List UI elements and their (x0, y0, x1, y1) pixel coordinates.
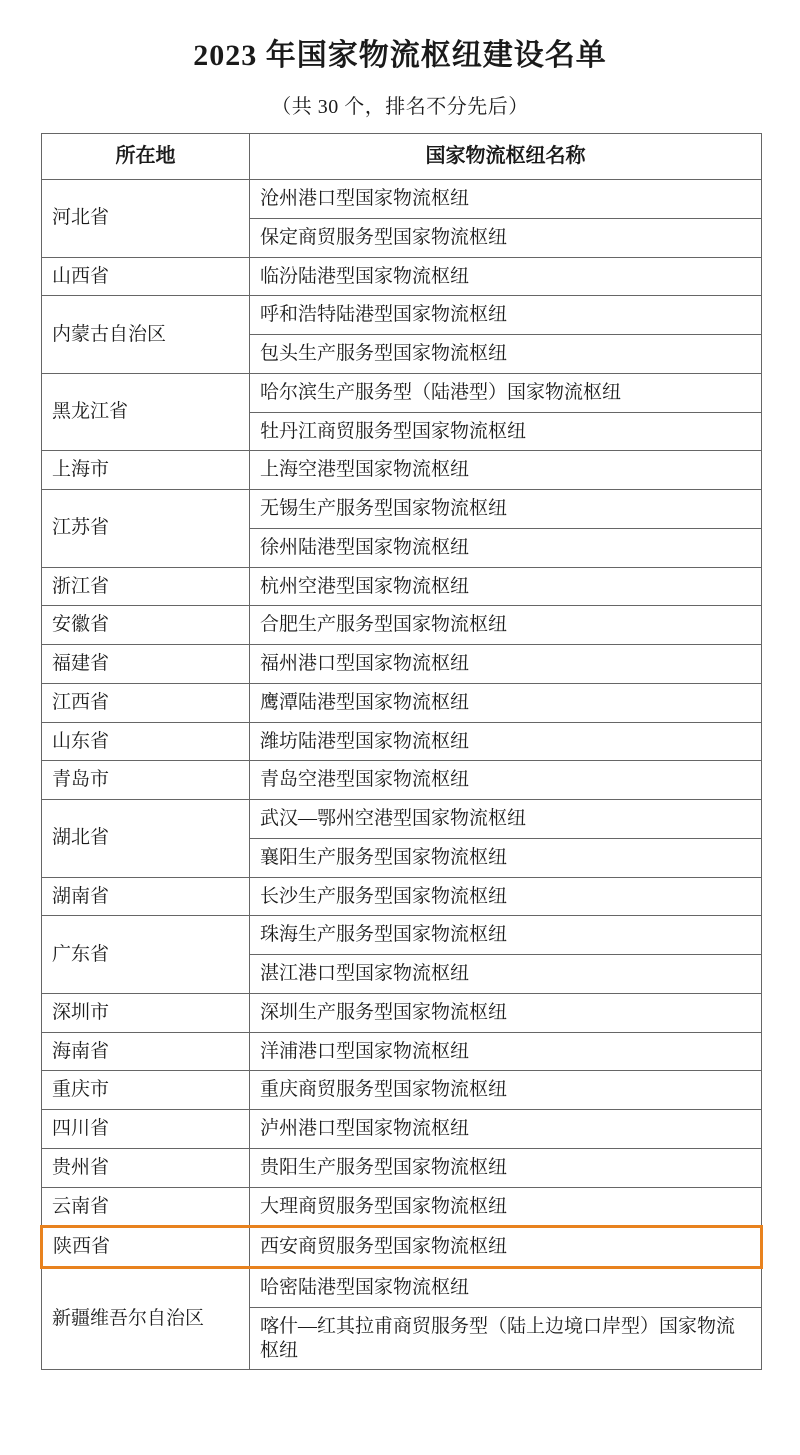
hub-name-cell: 临汾陆港型国家物流枢纽 (250, 257, 762, 296)
hub-name-cell: 洋浦港口型国家物流枢纽 (250, 1032, 762, 1071)
region-cell: 新疆维吾尔自治区 (42, 1268, 250, 1370)
hub-name-cell: 哈密陆港型国家物流枢纽 (250, 1268, 762, 1308)
hub-name-cell: 湛江港口型国家物流枢纽 (250, 955, 762, 994)
hub-name-cell: 包头生产服务型国家物流枢纽 (250, 335, 762, 374)
hub-name-cell: 沧州港口型国家物流枢纽 (250, 180, 762, 219)
hub-name-cell: 潍坊陆港型国家物流枢纽 (250, 722, 762, 761)
table-row (42, 1071, 762, 1110)
column-header-region: 所在地 (42, 134, 250, 180)
region-cell: 深圳市 (42, 993, 250, 1032)
table-row (42, 1268, 762, 1308)
column-header-name: 国家物流枢纽名称 (250, 134, 762, 180)
page-subtitle: （共 30 个，排名不分先后） (271, 96, 529, 118)
table-row (42, 1110, 762, 1149)
table-row (42, 761, 762, 800)
hub-name-cell: 杭州空港型国家物流枢纽 (250, 567, 762, 606)
region-cell: 湖南省 (42, 877, 250, 916)
region-cell: 黑龙江省 (42, 373, 250, 451)
region-cell: 山西省 (42, 257, 250, 296)
hub-name-cell: 无锡生产服务型国家物流枢纽 (250, 490, 762, 529)
region-cell: 江苏省 (42, 490, 250, 568)
hub-name-cell: 青岛空港型国家物流枢纽 (250, 761, 762, 800)
hub-name-cell: 保定商贸服务型国家物流枢纽 (250, 218, 762, 257)
table-row (42, 1148, 762, 1187)
region-cell: 江西省 (42, 683, 250, 722)
hub-name-cell: 喀什—红其拉甫商贸服务型（陆上边境口岸型）国家物流枢纽 (250, 1307, 762, 1370)
table-row (42, 180, 762, 219)
region-cell: 贵州省 (42, 1148, 250, 1187)
hub-name-cell: 长沙生产服务型国家物流枢纽 (250, 877, 762, 916)
hub-name-cell: 深圳生产服务型国家物流枢纽 (250, 993, 762, 1032)
region-cell: 山东省 (42, 722, 250, 761)
hub-name-cell: 襄阳生产服务型国家物流枢纽 (250, 838, 762, 877)
region-cell: 陕西省 (42, 1227, 250, 1268)
table-header (42, 134, 762, 180)
region-cell: 河北省 (42, 180, 250, 258)
region-cell: 重庆市 (42, 1071, 250, 1110)
table-body (42, 180, 762, 1370)
region-cell: 云南省 (42, 1187, 250, 1227)
table-row (42, 606, 762, 645)
hub-name-cell: 西安商贸服务型国家物流枢纽 (250, 1227, 762, 1268)
region-cell: 福建省 (42, 645, 250, 684)
document-page (0, 30, 800, 1455)
logistics-hub-table (40, 133, 763, 1370)
hub-name-cell: 重庆商贸服务型国家物流枢纽 (250, 1071, 762, 1110)
region-cell: 内蒙古自治区 (42, 296, 250, 374)
hub-name-cell: 贵阳生产服务型国家物流枢纽 (250, 1148, 762, 1187)
table-row (42, 257, 762, 296)
table-row (42, 296, 762, 335)
table-row (42, 373, 762, 412)
hub-name-cell: 牡丹江商贸服务型国家物流枢纽 (250, 412, 762, 451)
hub-name-cell: 珠海生产服务型国家物流枢纽 (250, 916, 762, 955)
region-cell: 青岛市 (42, 761, 250, 800)
region-cell: 上海市 (42, 451, 250, 490)
table-header-row (42, 134, 762, 180)
hub-name-cell: 鹰潭陆港型国家物流枢纽 (250, 683, 762, 722)
table-row (42, 683, 762, 722)
region-cell: 广东省 (42, 916, 250, 994)
hub-name-cell: 哈尔滨生产服务型（陆港型）国家物流枢纽 (250, 373, 762, 412)
region-cell: 海南省 (42, 1032, 250, 1071)
table-row (42, 800, 762, 839)
table-row (42, 567, 762, 606)
region-cell: 浙江省 (42, 567, 250, 606)
hub-name-cell: 合肥生产服务型国家物流枢纽 (250, 606, 762, 645)
table-row (42, 993, 762, 1032)
region-cell: 湖北省 (42, 800, 250, 878)
hub-name-cell: 泸州港口型国家物流枢纽 (250, 1110, 762, 1149)
region-cell: 四川省 (42, 1110, 250, 1149)
hub-name-cell: 徐州陆港型国家物流枢纽 (250, 528, 762, 567)
table-row (42, 916, 762, 955)
page-title: 2023 年国家物流枢纽建设名单 (193, 39, 607, 72)
table-row (42, 1032, 762, 1071)
table-row (42, 645, 762, 684)
table-row (42, 1227, 762, 1268)
table-row (42, 490, 762, 529)
hub-name-cell: 福州港口型国家物流枢纽 (250, 645, 762, 684)
hub-name-cell: 上海空港型国家物流枢纽 (250, 451, 762, 490)
hub-name-cell: 武汉—鄂州空港型国家物流枢纽 (250, 800, 762, 839)
hub-name-cell: 大理商贸服务型国家物流枢纽 (250, 1187, 762, 1227)
table-row (42, 877, 762, 916)
region-cell: 安徽省 (42, 606, 250, 645)
hub-name-cell: 呼和浩特陆港型国家物流枢纽 (250, 296, 762, 335)
table-row (42, 1187, 762, 1227)
table-row (42, 722, 762, 761)
table-row (42, 451, 762, 490)
